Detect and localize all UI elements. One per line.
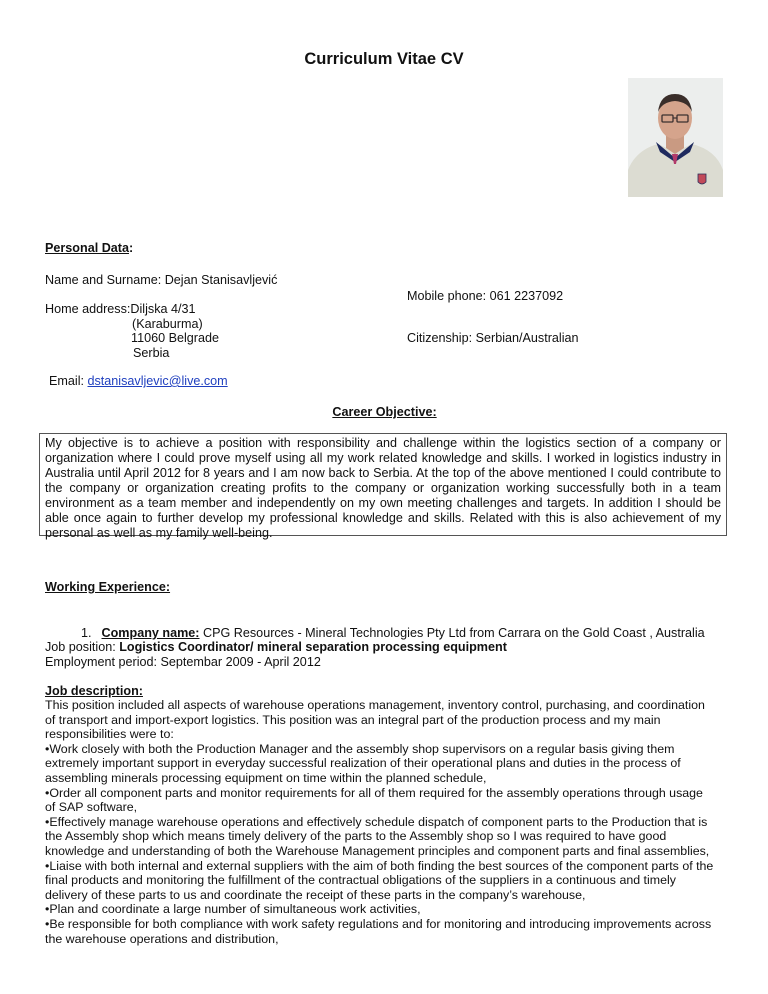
description-line: delivery of these parts to us and coordinate the receipt of these parts in the company’s warehouse, [45, 887, 586, 902]
address-row [45, 302, 196, 317]
email-link[interactable]: dstanisavljevic@live.com [87, 374, 228, 388]
personal-data-heading [45, 241, 133, 256]
portrait-image [628, 78, 723, 197]
position-value: Logistics Coordinator/ mineral separation processing equipment [119, 640, 507, 654]
working-experience-heading [45, 580, 170, 595]
email-label: Email: [49, 374, 88, 388]
job-1-period-row [45, 655, 321, 670]
career-objective-heading [0, 405, 768, 420]
description-line: •Effectively manage warehouse operations and effectively schedule dispatch of component parts to the Production that is [45, 814, 708, 829]
address-label: Home address: [45, 302, 131, 316]
job-description-body [45, 698, 725, 946]
description-line: of SAP software, [45, 800, 138, 815]
mobile-label: Mobile phone: [407, 289, 490, 303]
description-line: •Liaise with both internal and external suppliers with the aim of both finding the best sources of the component parts of the [45, 858, 714, 873]
career-objective-text: My objective is to achieve a position with responsibility and challenge within the logistics section of a company or organization where I could prove myself using all my work related knowledge and skills. I worked in logistics industry in Australia until April 2012 for 8 years and I am now back to Serbia. At the top of the above mentioned I could contribute to the company or organization creating profits to the company or organization working successfully both in a team environment as a team member and independently on my own meeting challenges and targets. In addition I should be able once again to further develop my professional knowledge and skills. Related with this is also achievement of my personal as well as my family well-being. [45, 436, 721, 540]
period-value: Septembar 2009 - April 2012 [160, 655, 321, 669]
company-value: CPG Resources - Mineral Technologies Pty Ltd from Carrara on the Gold Coast , Australia [199, 626, 705, 640]
name-value: Dejan Stanisavljević [164, 273, 278, 287]
description-line: •Plan and coordinate a large number of simultaneous work activities, [45, 902, 421, 917]
job-description-heading [45, 684, 143, 699]
position-label: Job position: [45, 640, 120, 654]
description-line: assembling minerals processing equipment on time within the planned schedule, [45, 770, 487, 785]
career-objective-heading-text: Career Objective: [332, 405, 437, 419]
description-line: final products and monitoring the fulfillment of the contractual obligations of the suppliers in a continuous and timely [45, 873, 676, 888]
address-line-2: (Karaburma) [132, 317, 203, 331]
profile-photo [628, 78, 723, 197]
mobile-value: 061 2237092 [489, 289, 564, 303]
personal-data-heading-text: Personal Data [45, 241, 129, 255]
description-line: •Order all component parts and monitor requirements for all of them required for the assembly operations through usage [45, 785, 703, 800]
document-title: Curriculum Vitae CV [304, 50, 464, 68]
job-description-heading-text: Job description: [45, 684, 143, 698]
job-1-number: 1. [81, 626, 92, 640]
period-label: Employment period: [45, 655, 161, 669]
description-line: responsibilities were to: [45, 727, 174, 742]
job-1-position-row [45, 640, 507, 655]
address-line-1: Diljska 4/31 [130, 302, 196, 316]
citizenship-label: Citizenship: [407, 331, 476, 345]
description-line: the warehouse operations and distribution, [45, 931, 279, 946]
name-row [45, 273, 277, 288]
job-1-company-row [81, 626, 705, 641]
company-label: Company name: [101, 626, 200, 640]
description-line: of transport and import-export logistics. This position was an integral part of the production process and my main [45, 712, 661, 727]
description-line: knowledge and understanding of both the Warehouse Management principles and component parts and final assemblies, [45, 843, 710, 858]
description-line: •Be responsible for both compliance with work safety regulations and for monitoring and introducing improvements across [45, 916, 712, 931]
description-line: the Assembly shop which means timely delivery of the parts to the Assembly shop so I was required to have good [45, 829, 667, 844]
description-line: This position included all aspects of warehouse operations management, inventory control, purchasing, and coordination [45, 698, 705, 712]
description-line: extremely important support in everyday successful realization of their operational plans and duties in the process of [45, 756, 681, 771]
address-line-4: Serbia [133, 346, 170, 360]
address-line-3: 11060 Belgrade [131, 331, 219, 345]
citizenship-value: Serbian/Australian [475, 331, 579, 345]
career-objective-box [39, 433, 727, 540]
name-label: Name and Surname: [45, 273, 165, 287]
heading-colon: : [129, 241, 134, 255]
mobile-row [407, 289, 563, 304]
citizenship-row [407, 331, 579, 346]
description-line: •Work closely with both the Production Manager and the assembly shop supervisors on a regular basis giving them [45, 741, 675, 756]
working-experience-heading-text: Working Experience: [45, 580, 171, 594]
email-row [49, 374, 228, 389]
